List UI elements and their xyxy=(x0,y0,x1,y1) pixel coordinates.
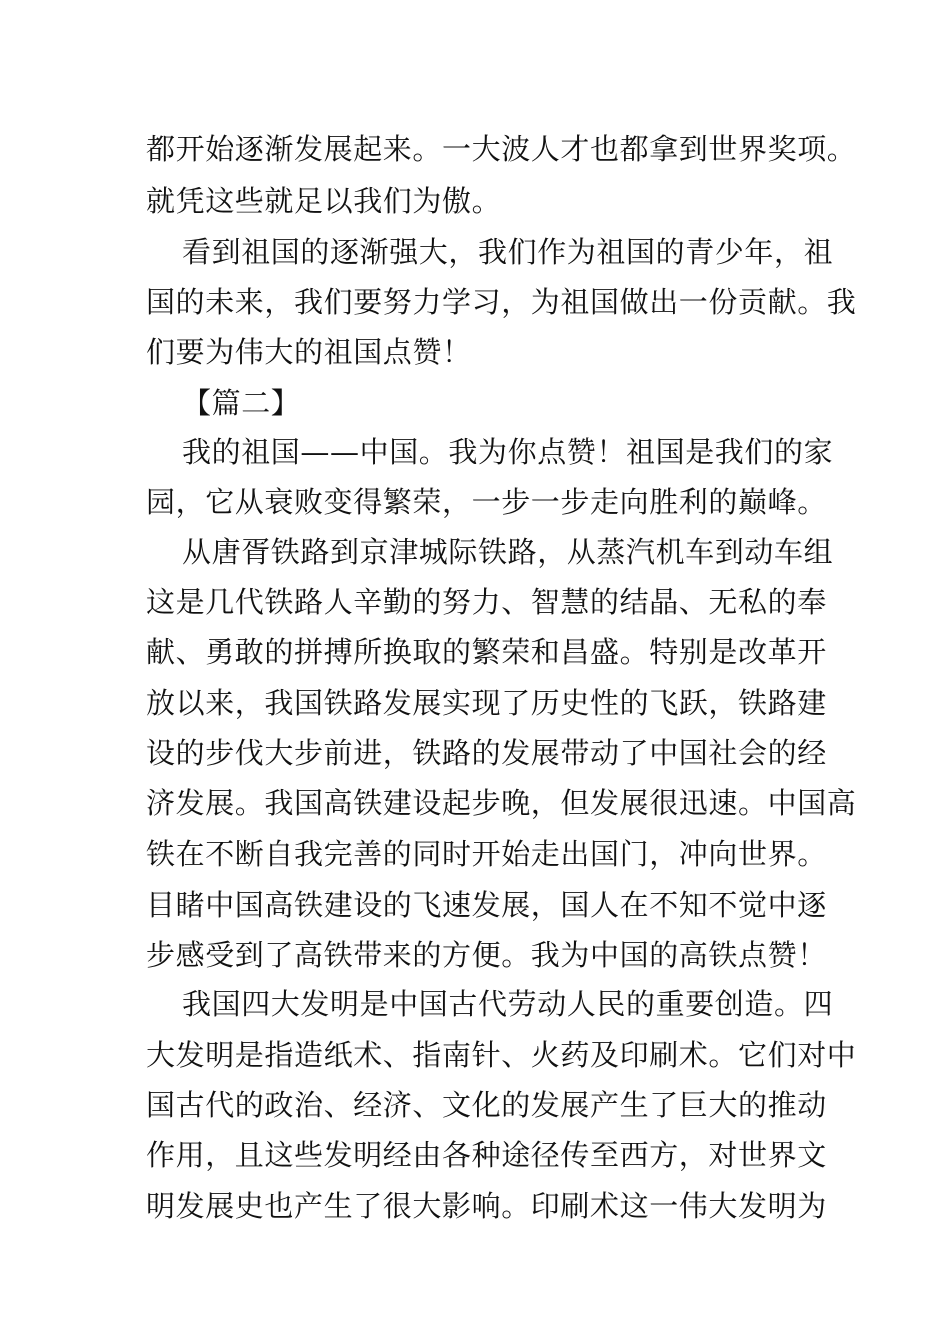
text-line: 济发展。我国高铁建设起步晚，但发展很迅速。中国高 xyxy=(146,786,857,820)
text-line: 设的步伐大步前进，铁路的发展带动了中国社会的经 xyxy=(146,736,827,770)
text-line: 目睹中国高铁建设的飞速发展，国人在不知不觉中逐 xyxy=(146,888,827,922)
text-line: 们要为伟大的祖国点赞！ xyxy=(146,335,472,369)
text-line: 步感受到了高铁带来的方便。我为中国的高铁点赞！ xyxy=(146,938,827,972)
paragraph-first-line: 我国四大发明是中国古代劳动人民的重要创造。四 xyxy=(182,987,834,1021)
text-line: 都开始逐渐发展起来。一大波人才也都拿到世界奖项。 xyxy=(146,132,857,166)
paragraph-first-line: 从唐胥铁路到京津城际铁路，从蒸汽机车到动车组 xyxy=(182,535,834,569)
text-line: 大发明是指造纸术、指南针、火药及印刷术。它们对中 xyxy=(146,1038,857,1072)
text-line: 园，它从衰败变得繁荣，一步一步走向胜利的巅峰。 xyxy=(146,485,827,519)
text-line: 这是几代铁路人辛勤的努力、智慧的结晶、无私的奉 xyxy=(146,585,827,619)
section-heading: 【篇二】 xyxy=(182,386,301,420)
text-line: 作用，且这些发明经由各种途径传至西方，对世界文 xyxy=(146,1138,827,1172)
text-line: 放以来，我国铁路发展实现了历史性的飞跃，铁路建 xyxy=(146,686,827,720)
text-line: 国的未来，我们要努力学习，为祖国做出一份贡献。我 xyxy=(146,285,857,319)
paragraph-first-line: 看到祖国的逐渐强大，我们作为祖国的青少年，祖 xyxy=(182,235,834,269)
text-line: 铁在不断自我完善的同时开始走出国门，冲向世界。 xyxy=(146,837,827,871)
text-line: 就凭这些就足以我们为傲。 xyxy=(146,184,502,218)
text-line: 献、勇敢的拼搏所换取的繁荣和昌盛。特别是改革开 xyxy=(146,635,827,669)
text-line: 国古代的政治、经济、文化的发展产生了巨大的推动 xyxy=(146,1088,827,1122)
text-line: 明发展史也产生了很大影响。印刷术这一伟大发明为 xyxy=(146,1189,827,1223)
paragraph-first-line: 我的祖国——中国。我为你点赞！祖国是我们的家 xyxy=(182,435,834,469)
